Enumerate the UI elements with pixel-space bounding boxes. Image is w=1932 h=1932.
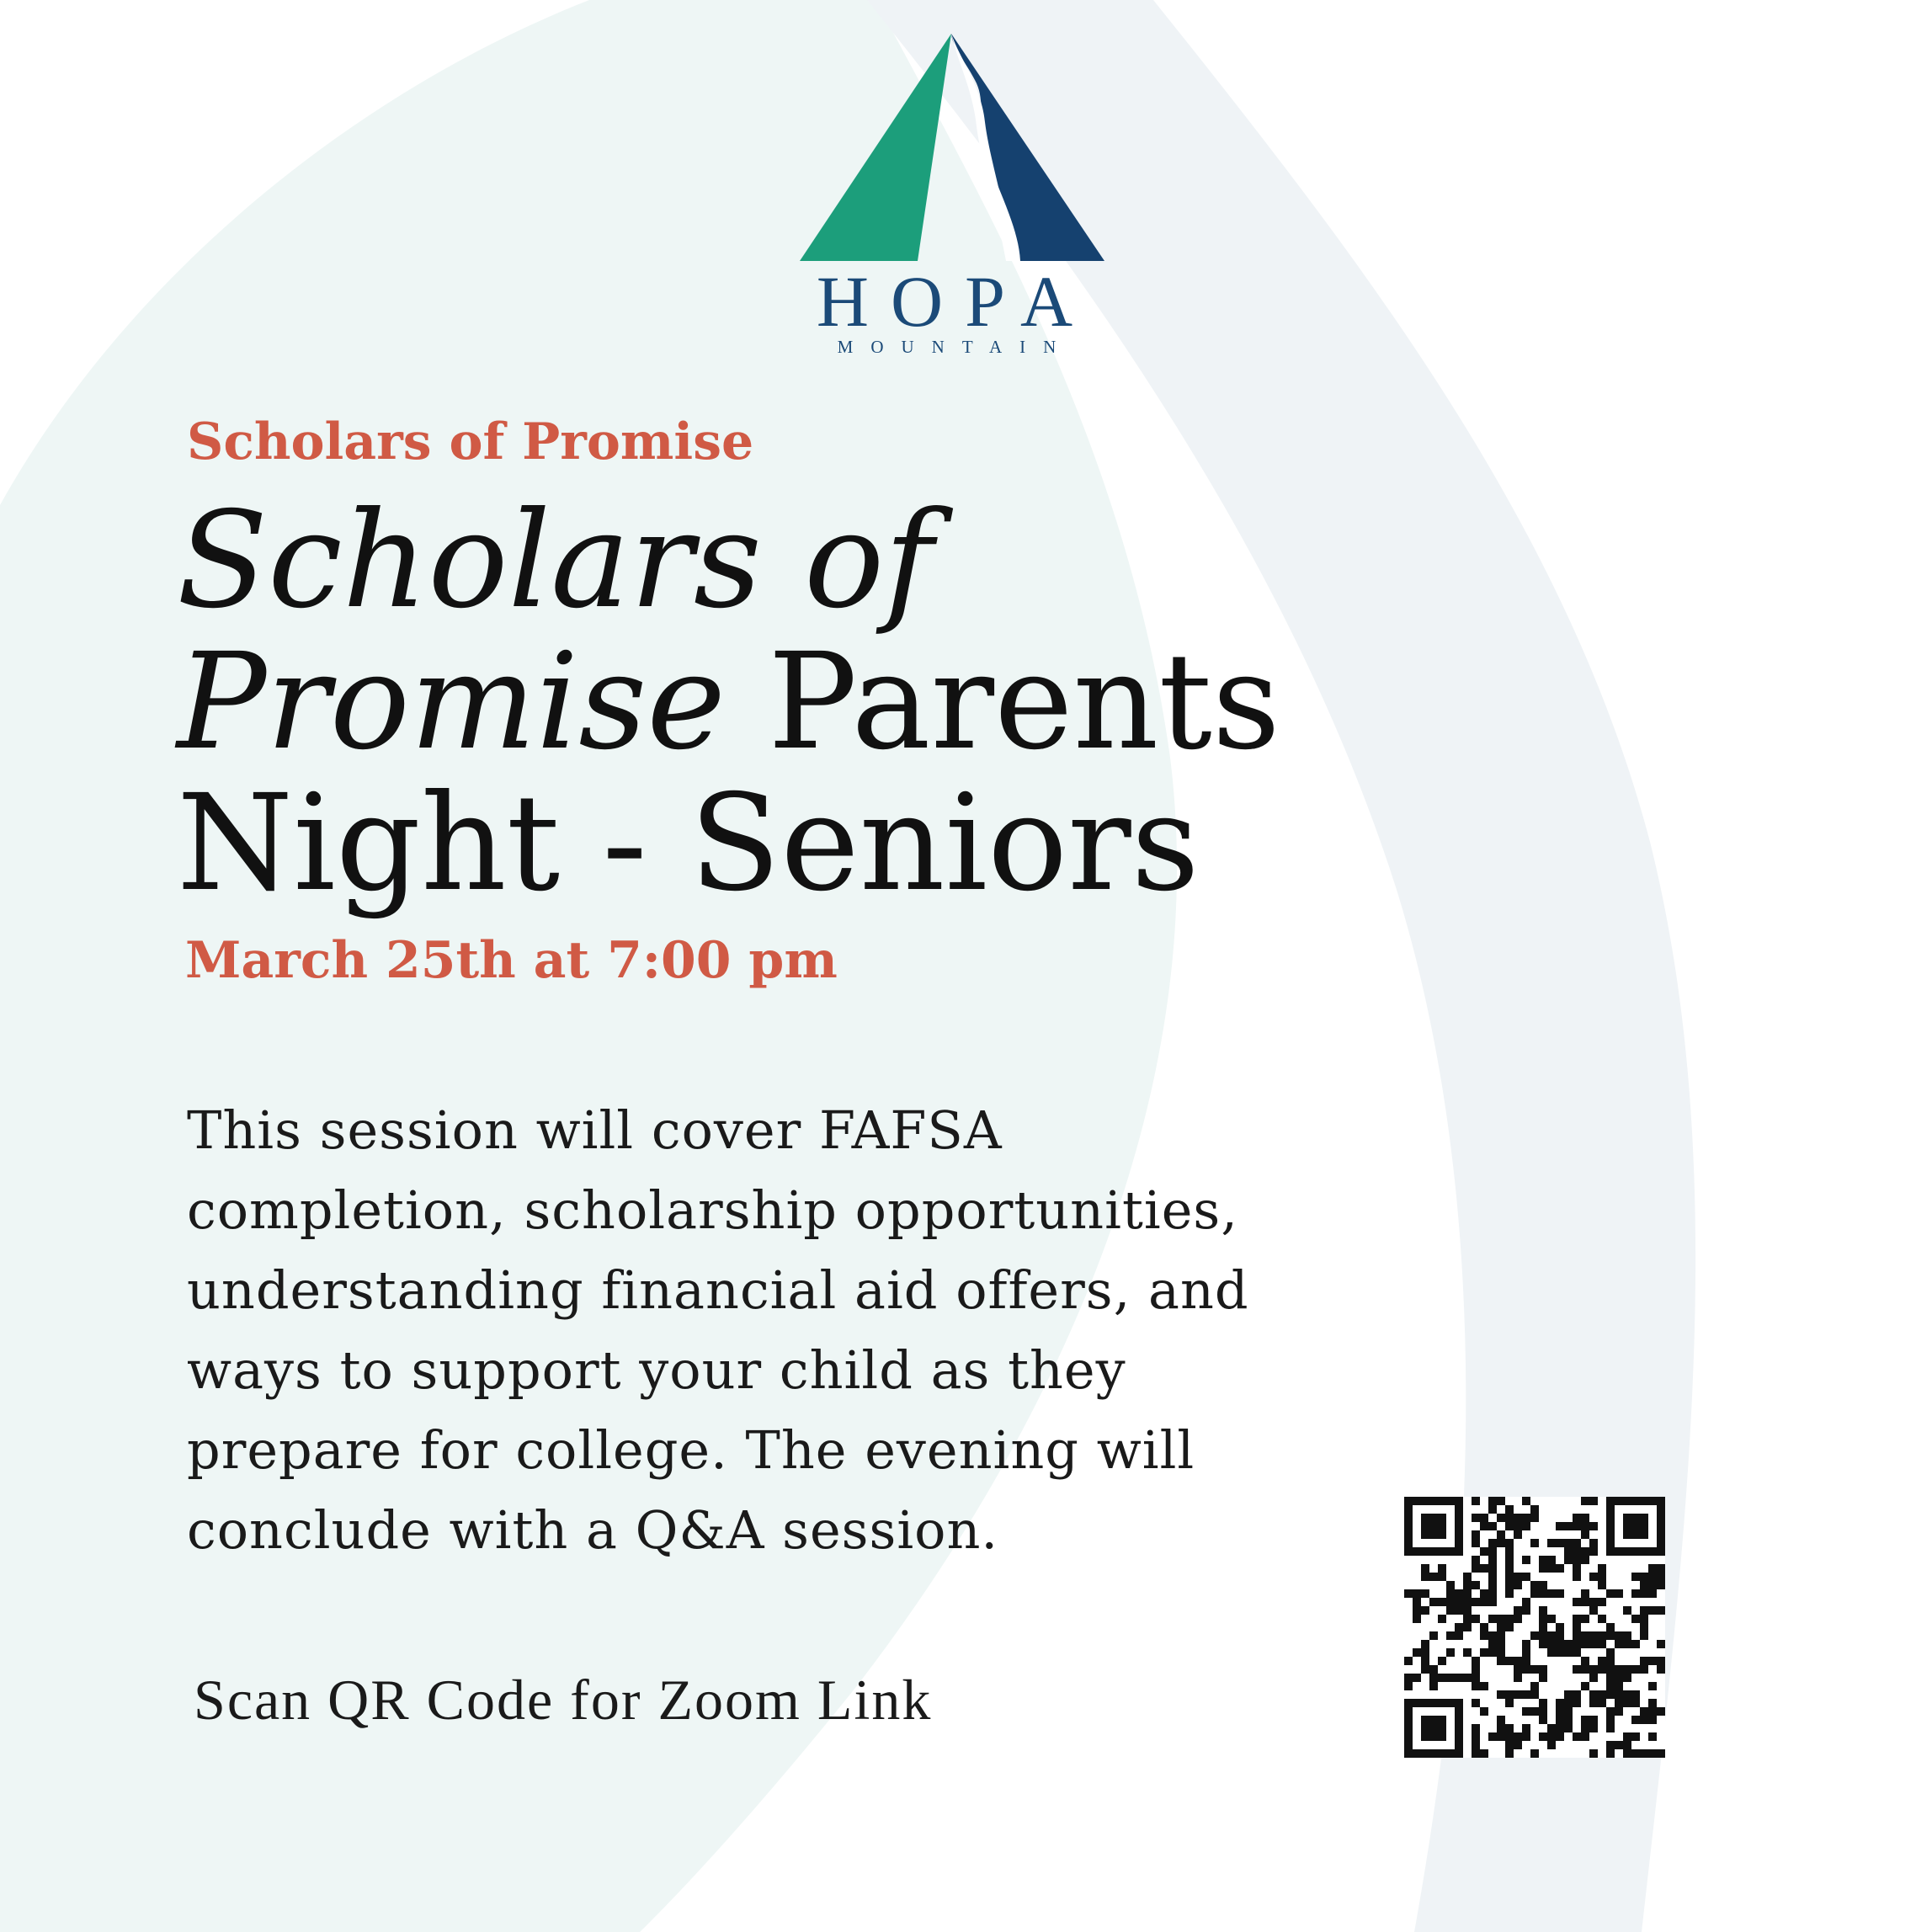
description-line: conclude with a Q&A session. — [187, 1499, 999, 1561]
logo-mountain-right — [951, 34, 1104, 261]
qr-code-icon[interactable] — [1404, 1497, 1665, 1758]
event-description — [187, 1090, 1408, 1570]
description-line: completion, scholarship opportunities, — [187, 1179, 1238, 1241]
event-title-line1: Scholars of — [177, 483, 934, 638]
program-label: Scholars of Promise — [187, 412, 754, 471]
description-line: prepare for college. The evening will — [187, 1419, 1195, 1481]
event-date: March 25th at 7:00 pm — [185, 931, 838, 990]
zoom-link-instruction: Scan QR Code for Zoom Link — [194, 1668, 933, 1732]
qr-code-modules — [1404, 1497, 1665, 1758]
logo-wordmark: HOPA — [816, 261, 1095, 342]
description-line: This session will cover FAFSA — [187, 1099, 1003, 1161]
description-line: ways to support your child as they — [187, 1339, 1126, 1401]
logo-mountain-left — [800, 34, 951, 261]
logo-subtitle: MOUNTAIN — [837, 337, 1074, 357]
event-title-line2-rest: Parents — [725, 625, 1280, 780]
event-title — [177, 483, 1440, 921]
event-title-line2-italic: Promise — [177, 625, 726, 780]
event-title-line3: Night - Seniors — [177, 766, 1200, 921]
description-line: understanding financial aid offers, and — [187, 1259, 1249, 1321]
